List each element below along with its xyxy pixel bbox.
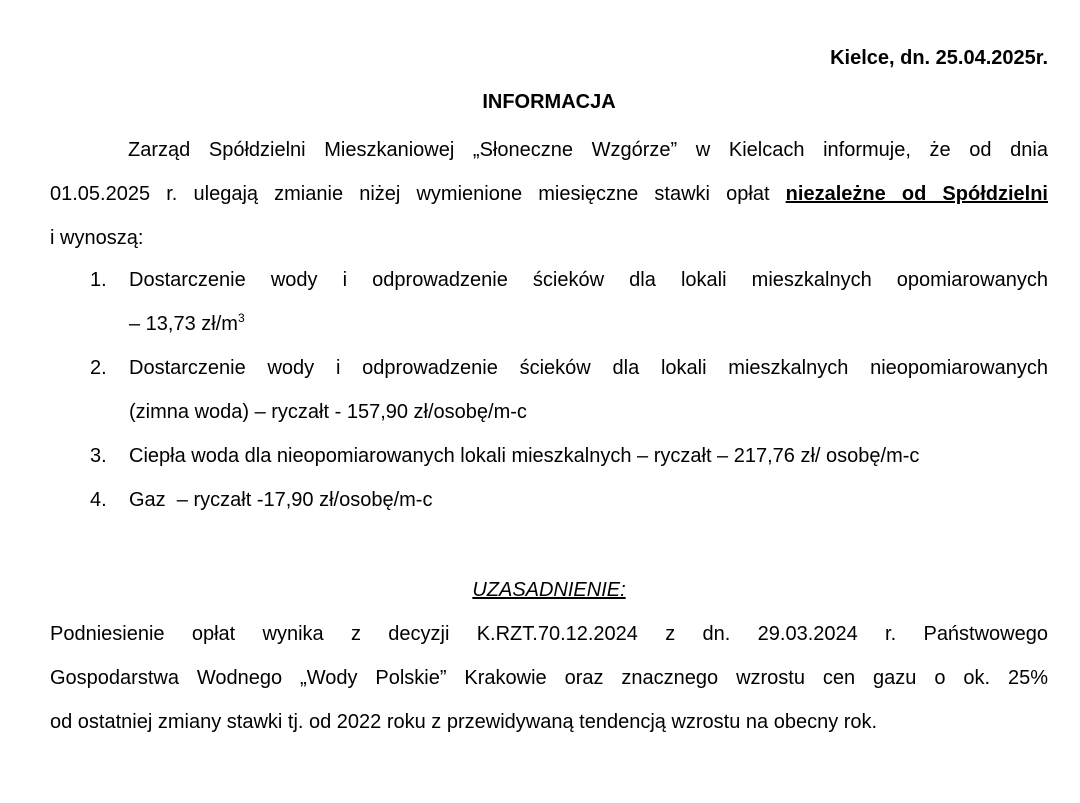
list-item-number: 4. xyxy=(90,489,107,511)
intro-line-2-text: 01.05.2025 r. ulegają zmianie niżej wymienione miesięczne stawki opłat xyxy=(50,183,786,205)
date-line: Kielce, dn. 25.04.2025r. xyxy=(830,47,1048,69)
list-item xyxy=(50,478,1048,522)
list-item-number: 1. xyxy=(90,269,107,291)
list-item xyxy=(50,346,1048,434)
list-item-text xyxy=(129,434,1048,478)
intro-emphasis: niezależne od Spółdzielni xyxy=(785,183,1048,205)
list-item-line-2: (zimna woda) – ryczałt - 157,90 zł/osobę/m-c xyxy=(129,401,527,423)
list-item-line-2-text: – 13,73 zł/m xyxy=(129,313,238,335)
list-item-number: 2. xyxy=(90,357,107,379)
document-page xyxy=(50,0,1048,803)
list-item-line-1: Dostarczenie wody i odprowadzenie ścieków dla lokali mieszkalnych opomiarowanych xyxy=(129,269,1048,291)
intro-line-1: Zarząd Spółdzielni Mieszkaniowej „Słoneczne Wzgórze” w Kielcach informuje, że od dnia xyxy=(128,139,1048,161)
justification-line-3: od ostatniej zmiany stawki tj. od 2022 roku z przewidywaną tendencją wzrostu na obecny rok. xyxy=(50,711,878,733)
justification-line-2: Gospodarstwa Wodnego „Wody Polskie” Krakowie oraz znacznego wzrostu cen gazu o ok. 25% xyxy=(50,667,1048,689)
list-item xyxy=(50,434,1048,478)
list-item xyxy=(50,258,1048,346)
document-title: INFORMACJA xyxy=(482,91,616,113)
intro-paragraph xyxy=(50,128,1048,260)
intro-line-3: i wynoszą: xyxy=(50,227,144,249)
justification-title: UZASADNIENIE: xyxy=(472,579,626,601)
list-item-line-1: Gaz – ryczałt -17,90 zł/osobę/m-c xyxy=(129,489,433,511)
intro-line-2 xyxy=(50,172,1048,216)
justification-paragraph xyxy=(50,612,1048,744)
list-item-line-1: Ciepła woda dla nieopomiarowanych lokali mieszkalnych – ryczałt – 217,76 zł/ osobę/m-c xyxy=(129,445,920,467)
list-item-text xyxy=(129,346,1048,434)
list-item-line-2 xyxy=(129,302,1048,346)
superscript-exponent: 3 xyxy=(237,311,245,325)
list-item-line-1: Dostarczenie wody i odprowadzenie ścieków dla lokali mieszkalnych nieopomiarowanych xyxy=(129,357,1048,379)
rates-list xyxy=(50,258,1048,522)
list-item-text xyxy=(129,258,1048,346)
list-item-number: 3. xyxy=(90,445,107,467)
justification-line-1: Podniesienie opłat wynika z decyzji K.RZT.70.12.2024 z dn. 29.03.2024 r. Państwowego xyxy=(50,623,1048,645)
list-item-text xyxy=(129,478,1048,522)
